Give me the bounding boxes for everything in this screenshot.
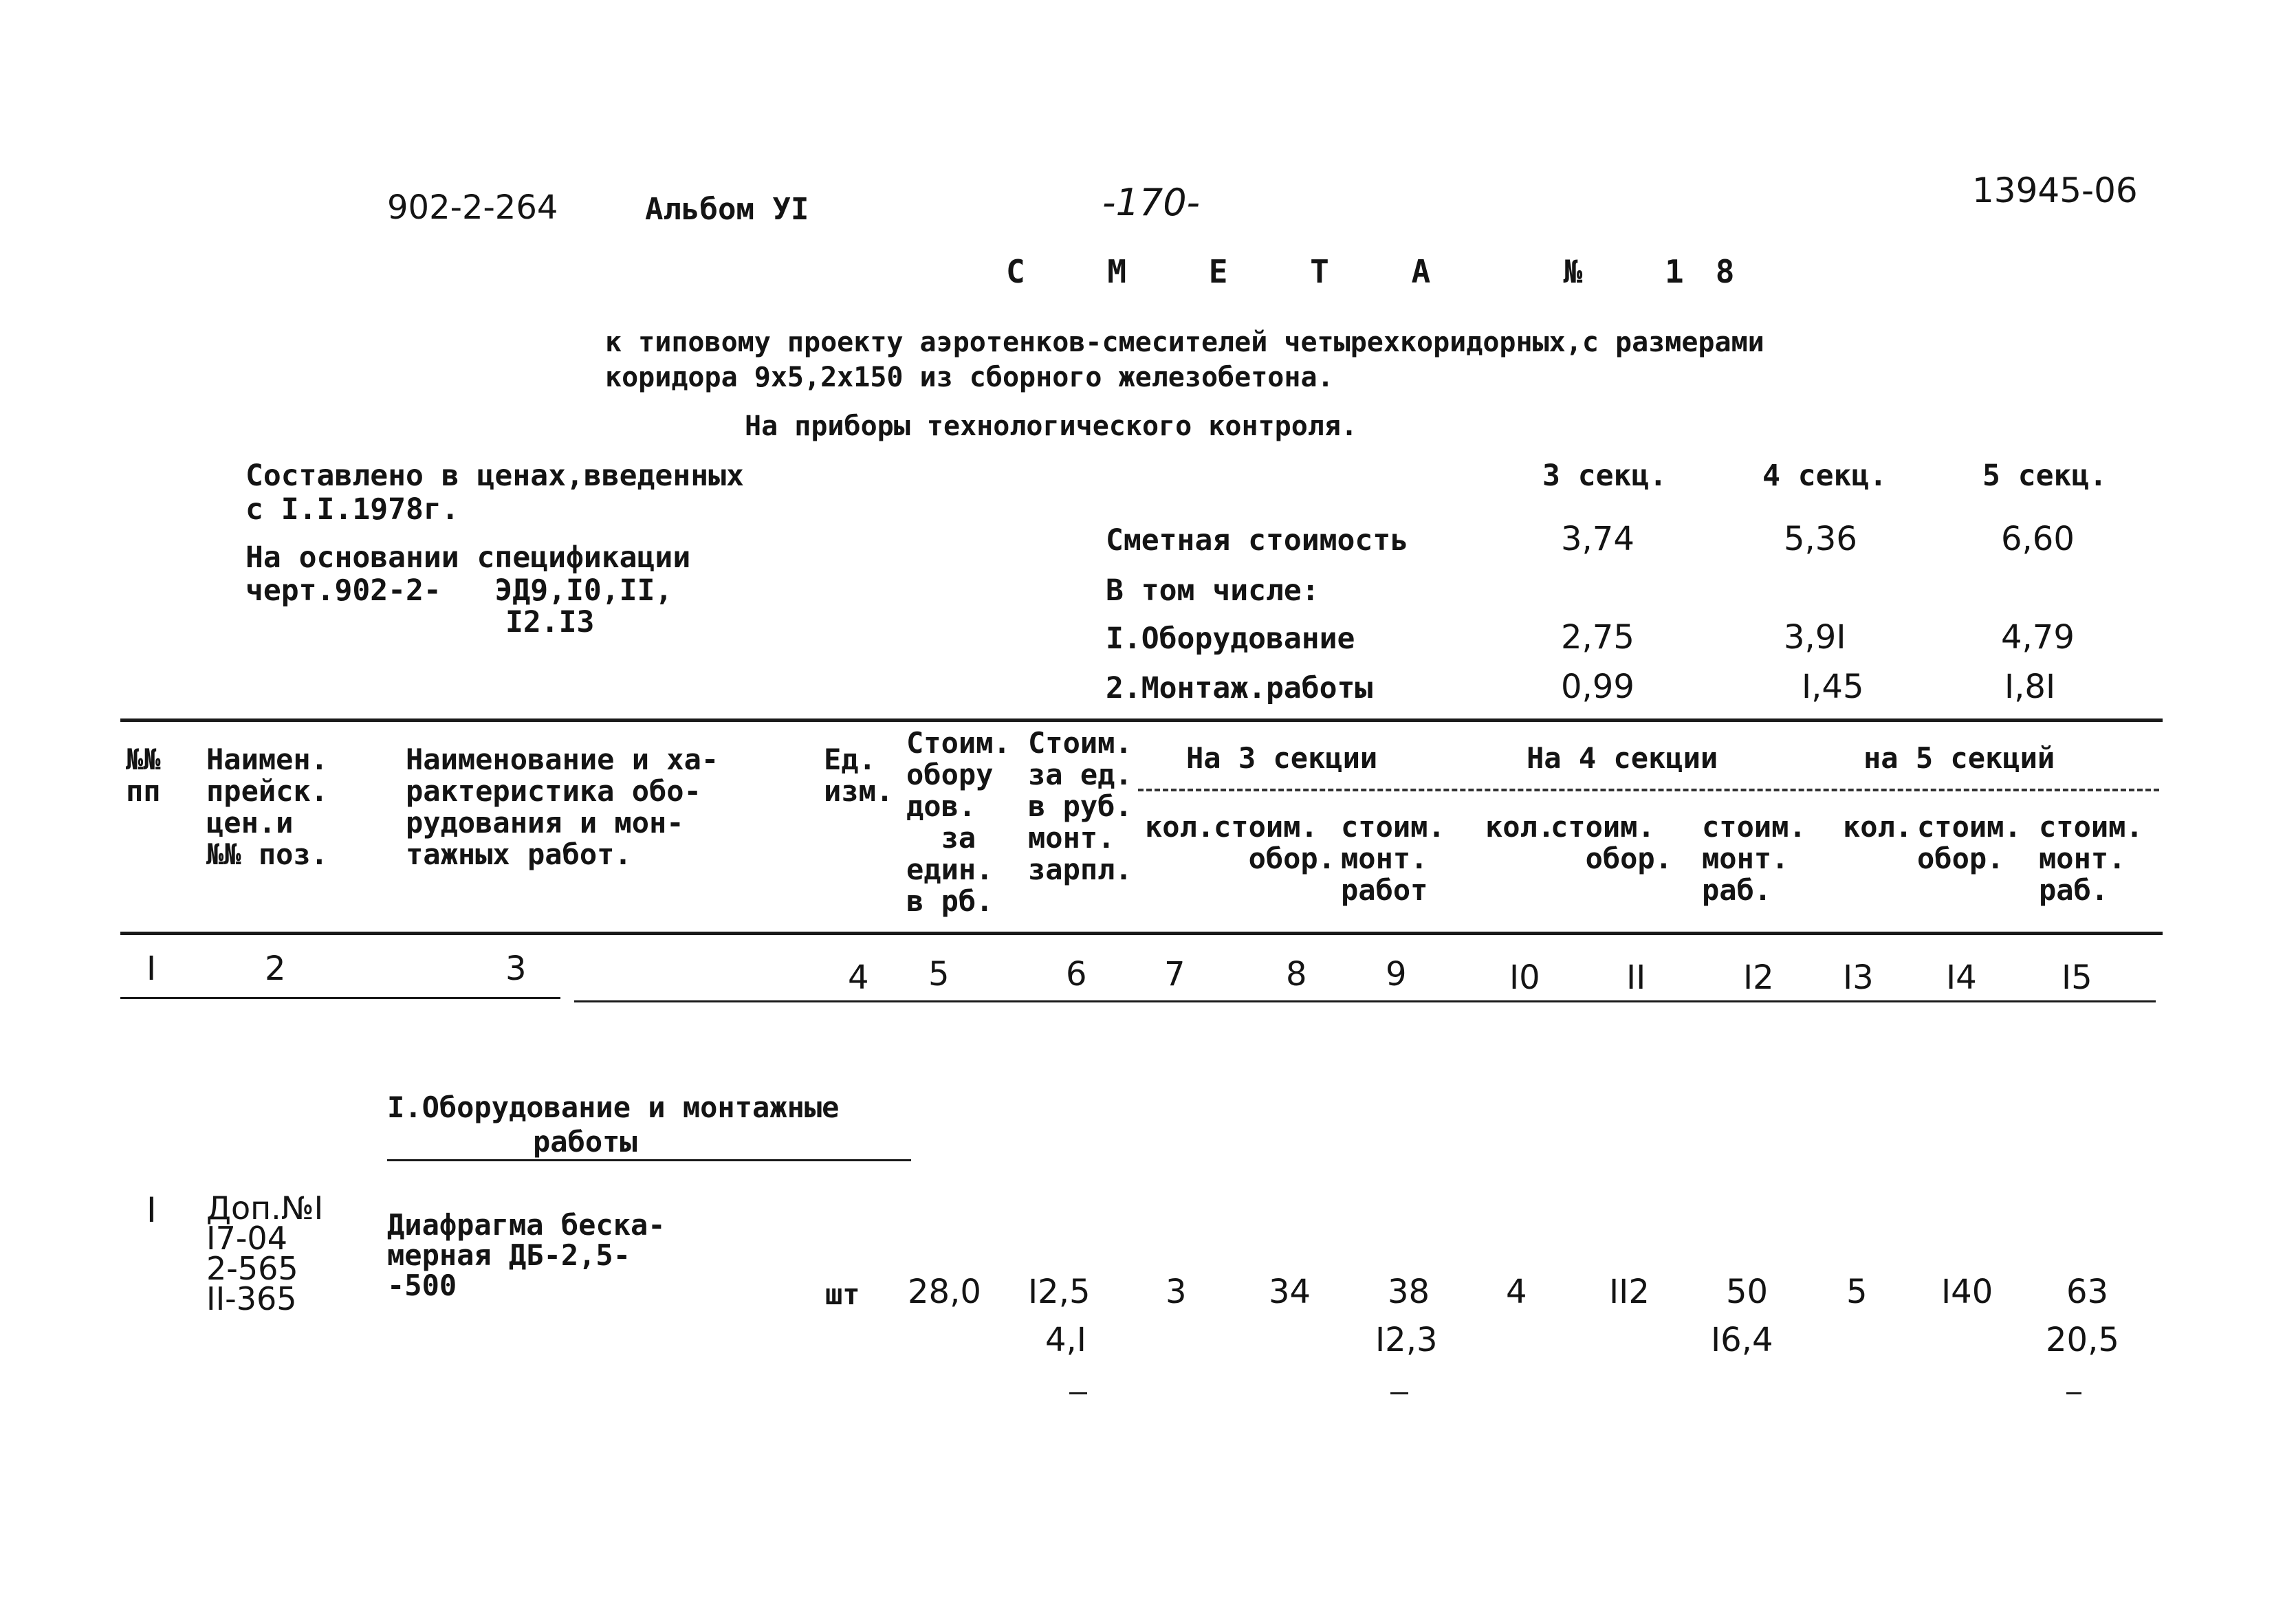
column-number: 2: [265, 950, 286, 988]
column-number: I3: [1843, 958, 1874, 997]
row-s5-quantity: 5: [1846, 1273, 1868, 1311]
row-mounting-wage: 4,I: [1045, 1321, 1086, 1359]
column-number: II: [1626, 958, 1646, 997]
subtitle-line-1: к типовому проекту аэротенков-смесителей четырехкоридорных,с размерами: [605, 327, 1764, 358]
summary-row-label: Сметная стоимость: [1106, 523, 1409, 558]
header-s5-quantity: кол.: [1843, 810, 1913, 844]
header-unit: Ед. изм.: [824, 743, 894, 808]
column-number: 4: [848, 958, 869, 997]
column-number: I0: [1509, 958, 1540, 997]
summary-value: 0,99: [1561, 668, 1635, 706]
row-equipment-unit-cost: 28,0: [908, 1273, 981, 1311]
header-equipment-unit-cost: Стоим. обору дов. за един. в рб.: [906, 726, 1011, 918]
row-s4-mounting-cost: 50: [1726, 1273, 1769, 1311]
column-number: I2: [1743, 958, 1774, 997]
header-group-5-sections: на 5 секций: [1863, 741, 2055, 775]
column-number: I5: [2062, 958, 2092, 997]
row-s3-wage: I2,3: [1375, 1321, 1438, 1359]
project-code: 902-2-264: [387, 188, 558, 227]
estimate-title: С М Е Т А № 18: [1006, 253, 1767, 290]
column-numbers-rule: [574, 1000, 2156, 1002]
row-mounting-unit-cost: I2,5: [1028, 1273, 1091, 1311]
row-number: I: [146, 1190, 157, 1230]
row-s5-equipment-cost: I40: [1941, 1273, 1993, 1311]
summary-col-3-sections: 3 секц.: [1542, 459, 1668, 493]
row-s5-wage: 20,5: [2046, 1321, 2119, 1359]
header-s5-equipment-cost: стоим. обор.: [1917, 810, 2022, 875]
subtitle-line-3: На приборы технологического контроля.: [745, 410, 1358, 442]
wage-mark: [1390, 1392, 1408, 1394]
column-number: 6: [1066, 955, 1087, 994]
header-s5-mounting-cost: стоим. монт. раб.: [2039, 810, 2143, 907]
column-number: I4: [1946, 958, 1977, 997]
column-number: 8: [1286, 955, 1307, 994]
row-s3-mounting-cost: 38: [1388, 1273, 1430, 1311]
summary-col-4-sections: 4 секц.: [1762, 459, 1888, 493]
column-number: I: [146, 950, 157, 988]
summary-value: 3,74: [1561, 520, 1635, 558]
album-label: Альбом УI: [645, 192, 809, 227]
subtitle-line-2: коридора 9х5,2х150 из сборного железобетона.: [605, 362, 1334, 393]
wage-mark: [2066, 1392, 2081, 1394]
header-price-reference: Наимен. прейск. цен.и №№ поз.: [206, 743, 329, 871]
row-s4-quantity: 4: [1506, 1273, 1527, 1311]
group-subheader-rule: [1138, 789, 2159, 791]
summary-value: 4,79: [2001, 618, 2075, 657]
row-item-name: Диафрагма беска- мерная ДБ-2,5- -500: [387, 1208, 666, 1302]
spec-basis-line-3: I2.I3: [505, 605, 595, 639]
row-s5-mounting-cost: 63: [2066, 1273, 2109, 1311]
page-number: -170-: [1102, 181, 1201, 224]
column-number: 3: [505, 950, 527, 988]
column-number: 9: [1386, 955, 1407, 994]
column-number: 5: [928, 955, 950, 994]
header-s3-equipment-cost: стоим. обор.: [1214, 810, 1336, 875]
document-code: 13945-06: [1972, 171, 2138, 210]
summary-row-label: В том числе:: [1106, 573, 1320, 608]
row-s3-quantity: 3: [1166, 1273, 1187, 1311]
summary-value: 3,9I: [1784, 618, 1846, 657]
header-s4-quantity: кол.: [1485, 810, 1555, 844]
summary-row-label: 2.Монтаж.работы: [1106, 671, 1373, 705]
row-unit: шт: [825, 1277, 860, 1311]
table-top-rule: [120, 718, 2163, 722]
row-s4-wage: I6,4: [1711, 1321, 1773, 1359]
header-group-3-sections: На 3 секции: [1186, 741, 1378, 775]
row-s4-equipment-cost: II2: [1609, 1273, 1650, 1311]
summary-value: I,45: [1802, 668, 1864, 706]
summary-col-5-sections: 5 секц.: [1982, 459, 2108, 493]
summary-row-label: I.Оборудование: [1106, 622, 1355, 656]
header-s3-mounting-cost: стоим. монт. работ: [1341, 810, 1445, 907]
header-s3-quantity: кол.: [1145, 810, 1215, 844]
header-item-description: Наименование и ха- рактеристика обо- рудования и мон- тажных работ.: [406, 743, 719, 871]
wage-mark: [1069, 1392, 1087, 1394]
header-s4-mounting-cost: стоим. монт. раб.: [1702, 810, 1806, 907]
spec-basis-line-1: На основании спецификации: [245, 540, 691, 575]
prices-basis-line-1: Составлено в ценах,введенных: [245, 459, 744, 493]
header-group-4-sections: На 4 секции: [1527, 741, 1718, 775]
section-title-underline: [387, 1159, 911, 1161]
header-row-number: №№ пп: [126, 743, 161, 808]
summary-value: 6,60: [2001, 520, 2075, 558]
section-title: I.Оборудование и монтажные: [387, 1090, 840, 1124]
spec-basis-line-2: черт.902-2- ЭД9,I0,II,: [245, 573, 673, 608]
header-mounting-unit-cost: Стоим. за ед. в руб. монт. зарпл.: [1028, 726, 1133, 886]
column-numbers-rule: [120, 997, 560, 999]
section-title-continued: работы: [533, 1125, 637, 1159]
row-s3-equipment-cost: 34: [1269, 1273, 1311, 1311]
prices-basis-line-2: с I.I.1978г.: [245, 492, 459, 527]
summary-value: I,8I: [2004, 668, 2056, 706]
summary-value: 2,75: [1561, 618, 1635, 657]
column-number: 7: [1164, 955, 1185, 994]
summary-value: 5,36: [1784, 520, 1857, 558]
header-bottom-rule: [120, 932, 2163, 935]
header-s4-equipment-cost: стоим. обор.: [1551, 810, 1673, 875]
row-price-reference: Доп.№I I7-04 2-565 II-365: [206, 1189, 324, 1317]
